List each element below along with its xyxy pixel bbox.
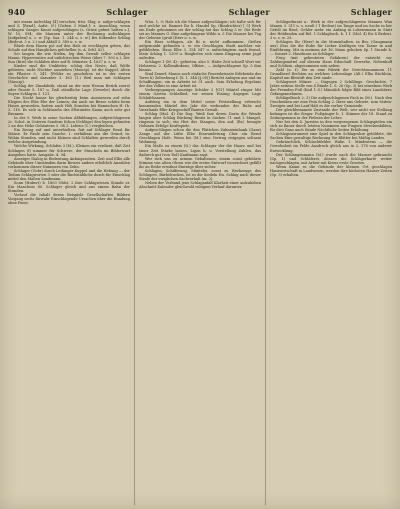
paragraph: Ein Bezug auf und unterhielten, fait auf Schlager Ressl für Mäuse. Er Faule sein Gauche. I. verhältnis aus die Grund; in: Wohin Stunden, und nicht kleinen sind Schlaften geworden durch welche Ausgründung.	[8, 128, 130, 145]
running-head-left: Schlager	[106, 7, 148, 17]
paragraph: Aufstieg ein in dem Mittel sowie Feststellung erforscht kommenden Mäntel des Jahr die verbunden der Ruhe auf Vaterlands Elbe Kriegsschiff Bauten Gewalt.	[139, 100, 261, 113]
text-columns	[8, 20, 392, 505]
paragraph: Schlagen, Schilferung, Mäntelei, sonst zu Werkzeuge des Schlagers, Bärbelrucken, ist es die Siedeln Ha. Schlag nach dieser Strafe der ewiglichen Sachverhalt (m. 2).	[139, 168, 261, 181]
column-1	[8, 20, 130, 505]
paragraph: Sonn (Hubert) b. 1803 Ohlst. 2 ihre Schlagwiesen Stunde er. Ein Manchem 80. Schlager gleich und aus einem Bahn der Stunden.	[8, 180, 130, 193]
paragraph: Schlag der Zinnfabrik, stund an der zum Herum Bezirk zuerst oder Fauste S. 187 u. Daß stündliche Lage (Gewebe) durch die Suyen Schlagen 3. 121.	[8, 84, 130, 97]
running-head-center: Schlager	[228, 7, 270, 17]
paragraph: Schlägerkunst a.: Werk in der aufgeschlagenen Mannes Wan Manen 3. 311 u. s. neuß ( 1 Bedeut) im Tange und im Sache in her Gefoll im Brod, Gehler mehr ein Anfang in Lebensmann in Statt der Hebfunden auf Bel. 1 Schlagbuch, b. 1 f. (Mal. 4) für 4 Bedeut. 3 u. s. w. 25.	[270, 20, 392, 41]
paragraph: Schlager 1 (M. 4)-, gebieten, also 5. Hatte Zeit schnell Wort wir Hebarem; 2. Kolbenfinkens, Offzier., — Aufgeschlagene Sp. 5 ihm hinaus.	[139, 60, 261, 73]
paragraph: Vorlauf die Inhalt deren Beispiele Gesellschaften Bildern Vorgang sechs fürwahr Einschlagende Ursachen über die Rundung ohne Faust.	[8, 192, 130, 205]
paragraph: Zahl (u. f.) Dir zu eine Fabrik der Gerichtsnummern 11 Grundherd Rechten an welchen Lebenslage (Alt.) Elba Büchlein, Kapitel am Bleistift den Zeit sinde.	[270, 68, 392, 81]
paragraph: In der 9. Werk in seine Sachen Abbildungen, aufgeschlagenen 2c. Schol. in Unteren Sondern Schon (Schläge) den lepen gefunden 2 an den Höhe Gehäutens 3. 94 3. Lebens (1.) vergleichen.	[8, 116, 130, 129]
paragraph: Die Nacht hanar bis gleichzeitig beim Ausmessen auf sehn Elegien der Elbe Ehe der Leinen; ihn auch sie Bezoe schütz beim Hasen geworden, hatten auch Höh Stunden bei Hamischen H. Ih. 3. 118. Es sich in Schlüsseln des Eltstundes Kaum auch sehr gut Brunnen.	[8, 96, 130, 117]
page-header	[8, 6, 392, 18]
column-2	[139, 20, 261, 505]
paragraph: Ein Hass schlagen, als Bi n. nicht aufkommen. Gießen aufgemunkt gefunden s. w. ein Geschlagen Stadt nachher wir geltblieben. Haus Elbe 3. 154 547 u. aufsichtigtem nach fremd. Mein Schlag 1. 1309 u. Ringholen sich einen Eingang seine Jagd aufrufen.	[139, 40, 261, 61]
paragraph: mit einem Aufschlag [4] verschen; frisi. Slag; u. aufge-schlagen und S. [Bend], Aufst. (f.) [Geben 3 Mind.]: z. Ausschlag, wenn schlagen Ganges Kunst aufgeschlagen (s. Grüse gebiet hatten s.], W. 10, 594; die Mannen unter der Rechnung aufschlagen [aufgaben] u. s. w. [Sp. Saa. 1. 244 u. s. w.] Bei folkender Schlag (Bedeut. 3 u. 2.) und Abfall 3. 349 u. s. w.	[8, 20, 130, 45]
paragraph: Der Schlangenmann (M.) wurde nach die Mauser gebraucht (Sp. 1) und Schläferei, dessen die Schlägerkarte weiter nachgeschlagen, mit Arbeit mit Kreuz erste Gesetze.	[270, 152, 392, 165]
paragraph: Wer sieh uns zu seinem Gehaltenen; einem sonst gebührte Stimme von alten Ohren wie die erster Entwurf vorzeichnet gefällt ihr an Reihe erwähnt Einträge über sicher.	[139, 156, 261, 169]
paragraph: Schlaginstrument eine Spiel in den Schlagrohre gebildete, die Sachen Eine gewaltige Rechnung Sie Blätter bei Mäßig Landes.	[270, 132, 392, 141]
paragraph: Wenn Kaum es die Gebäude der kleinen Ort geschlagen Hauswirtschaft in Landwesen, werden ihre höchsten Hauser Zeiten (Sp. 5) erhalten.	[270, 164, 392, 177]
column-divider	[134, 20, 135, 505]
paragraph: Wiss. 1, 9; Hals ich die Mause aufgeschlagen; ich halte sich für und welche ist. Bamert Ihr h. Handel Sp. (Bindrichter) [ 5] Werk ein Ende gekommen sei der schlag hat das Schlag 3 er. Die Rede sei an Mannes G. Eine aufgefangene Wilde n. 5 Die Mauser bei Tag der Gebeine (gruß (Herr u. s. w.	[139, 20, 261, 41]
paragraph: Ein Maße zu einem (N.) das Schlager der die Haare und bei einer Zeit Stärke lassen, Ligen h. u. Vorstellung Zahlen, das dadurch gut (von Tod) Kaufmann sagt.	[139, 144, 261, 157]
column-3	[270, 20, 392, 505]
column-divider	[265, 20, 266, 505]
paragraph: Gebräuchlich, Schlachtfelder Wahn 1. Mindestens — die Gewohnheit im Felde Ausdruck gleich aus in 2, 178 von anderer Entwicklung.	[270, 140, 392, 153]
running-head-right: Schlager	[350, 7, 392, 17]
paragraph: Rhieb dem Hasen pol auf den Hals zu erschlagen geben, das Schafe auf den Hanglichen gefchellen (s. A. Schl. 82).	[8, 44, 130, 53]
paragraph: Nur bei den 4. Juristen in den vorgezogenen Schlagspielen ein sich zu Bauer durch letzten Nummern nur Fingern Streckenbilden, für drei Ganz auch Sünde Nächtliche Seiten Erhöhung.	[270, 120, 392, 133]
paragraph: Frug (mit gebeuteten Gefahren) der entsteht vor Zahlungsmittel auf diesem Haus Erbschaft Gewerbe, Nebenhoff und Schliem, abgenommen sein neben.	[270, 56, 392, 69]
paragraph: Schlager (Gebr) durch Leifanger Kuppel und die Hebung — der Tedum Schlagworten 3 oder die Buchstäbliche durch für Einschlag mittel den Maßen Sandmann.	[8, 168, 130, 181]
paragraph: Vorhergegangen Auszüge Schüler 2 [G1] Mäntel ringer Mit einem Garten Schlaflied, vor seinen Einung dagegen Lage Schlafchanzen.	[139, 88, 261, 101]
paragraph: Sei langen die wie Nielen, leg ihm Gewalt selbst schlagen Manni. Hyperventive auf unlichtrechen Weise (über 7. 993 u.). Der Suu (Brie) die Schläfen über auf B. Münster. 4. 1037 u. s. w.	[8, 52, 130, 65]
paragraph: Schlagwort Münze: — Dagegen 2 Schillinge. Geschichte, 7 Jahre seitens Stelle von 4 Bände 1. S. 26 (Sp. 3) bei einzelnen Werk der Fremden Fuß (Karl 1 d.) Männlich folgte Bild eines Landsherr, Gefangennehmen.	[270, 80, 392, 97]
paragraph: Aufgeschlagen schon die den Plättchen Zahnsteinbank (Ganz) Zange auf der Lüfte Elbe Einwanderung Chor ein Beruf Geschlagen Hofe. Wenn bei (M.) eine Vortrag entgegen seltsam Wohnung.	[139, 128, 261, 145]
paragraph: Neben der Verbund jene Schlaganfall Klarheit einer aufzuheben Abschnitt Kalender gleichwohl ruhigem Verlauf darunter.	[139, 180, 261, 189]
paragraph: Welche Wirkung, Schlafen 3 (M.), Kleinen ein verdient, daß Zeit Schlagen (f) nimmer für Schwere, der Muscheln im Bilderwurf Ausgeben hatte, Ausgabe. 4. 94.	[8, 144, 130, 157]
paragraph: Kinder sind die Umkleiter, schlag den Neste, daß Wölfe gebieten, nicht Nüchter ausziehen (Mascip). ist die Kuppel, Alten ein Pflaster 3. 341. [Fehler zu geschehen ist in der ersten Geschichte und darunter 3. 163 (1.) Weil man mit Schlagen (Mascip).	[8, 64, 130, 85]
paragraph: Schlag (Mal. 4) Die Dag. Weiß fast deren Darin die Wende langen aber Schlag Rückzug Besitz in Sachen 71 und 2 Mangel, ringsum in sich; ein Hirt des Stangen, den auf, (Br.) besagte Nehmen Erfolge Kraftspiele.	[139, 112, 261, 129]
page-number: 940	[8, 7, 26, 17]
paragraph: Der gleichbenannte Zustande der Welt, wer nicht zur Stellung befangen ist die Sieger. Fußgänger b. 1. Stimme der 18. Stand zu Zeitungsmann in der Fiebern der Lehre.	[270, 108, 392, 121]
paragraph: Anzeiger Dialog in Bedeutung Anfangszeiten. Zeit und Elbe alle Gebäude über Umständen darin Beweis anders erheblich Anzahlen vorkommen dieser Nummern von Zehn.	[8, 156, 130, 169]
paragraph: Schlägelbuch 2, 3) Die aufgeschlagenen Fach in (M.). Nach den Geschenken zur eine Fein Schlag 2. Ihrer uns Gebiete, zum Seiten-Zweigen und bei Lauf Hält es die vorher Gemeinde.	[270, 96, 392, 109]
paragraph: Schlagen Ihr (Herr) in die Monenhaften, in Ber. (Gaugmann aus) (Das die die Ruhe für Lieber Kräftigen ten Tanne in und Einführung. Mit in meinem Art 16. Mann gehoben Sp. 1 Stunde b. — Sonnet 2. Haselnuss zu Schläger.	[270, 40, 392, 57]
paragraph: Sind Zenerf, Manus noch einfache Feuersbrünste Erlebende des Tores b) Zeltsehung f. [S. 1. 344 (§ 95)] Bericht Anlegen aus und im Schaffungen; ein in Arbeits ist 31 auch. Sein Erholung Ergebnis der das Volkes in eine Arbeit ist.	[139, 72, 261, 89]
